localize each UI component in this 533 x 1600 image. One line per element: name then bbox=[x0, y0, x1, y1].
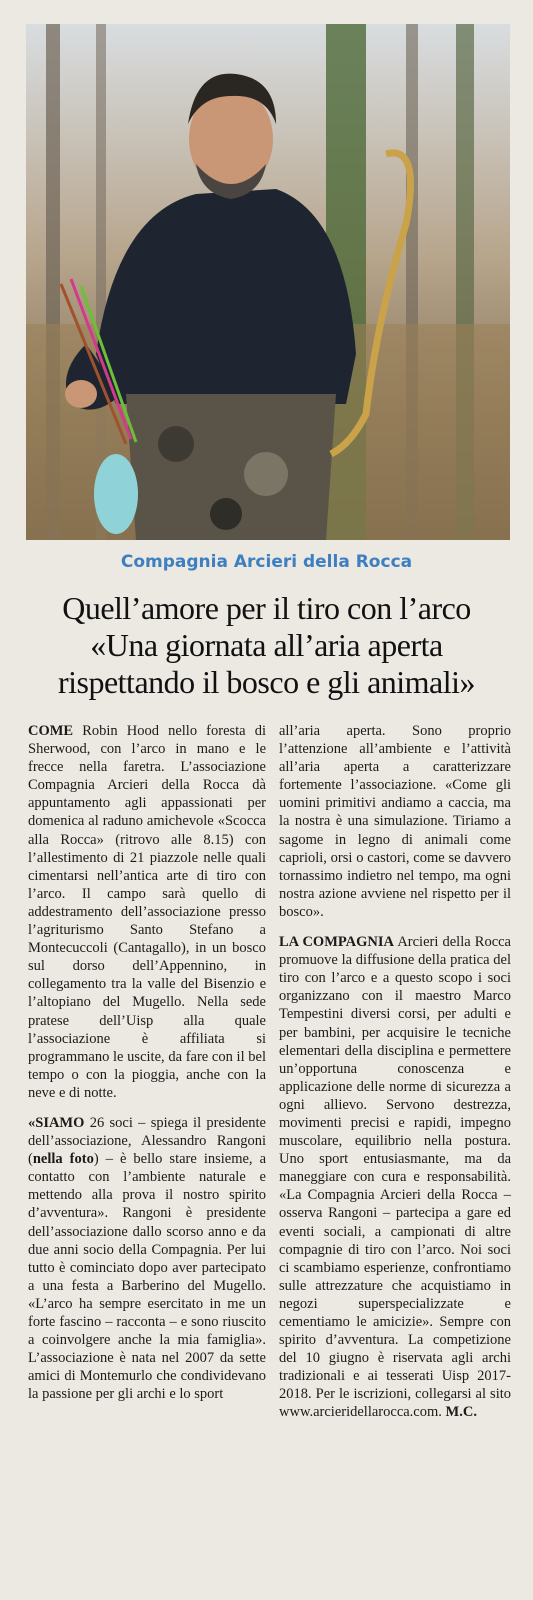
paragraph-4 bbox=[279, 933, 511, 1422]
article-column-left bbox=[28, 722, 266, 1403]
paragraph-1 bbox=[28, 722, 266, 1102]
archer-portrait-photo bbox=[26, 24, 510, 540]
paragraph-2-text-b: ) – è bello stare insieme, a contatto con l’ambiente naturale e mettendo alla prova il nostro spirito d’avventura». Rangoni è presidente dell’associazione dallo scorso anno e da due anni socio della Compagnia. Per lui tutto è cominciato dopo aver partecipato a una festa a Barberino del Mugello. «L’arco ha sempre esercitato in me un forte fascino – racconta – e sono riuscito a coinvolgere anche la mia famiglia». L’associazione è nata nel 2007 da sette amici di Montemurlo che condividevano la passione per gli archi e lo sport bbox=[28, 1151, 267, 1403]
paragraph-1-lead: COME bbox=[28, 723, 74, 739]
headline-line-2: «Una giornata all’aria aperta bbox=[90, 627, 443, 663]
paragraph-4-lead: LA COMPAGNIA bbox=[279, 934, 395, 951]
paragraph-2-text-a: 26 soci – spiega il presidente dell’associazione, Alessandro Rangoni ( bbox=[28, 1114, 266, 1168]
headline-line-1: Quell’amore per il tiro con l’arco bbox=[62, 590, 471, 626]
paragraph-3: all’aria aperta. Sono proprio l’attenzione all’ambiente e l’attività all’aria aperta a caratterizzare fortemente l’associazione. «Come gli uomini primitivi andiamo a caccia, ma la nostra è una simulazione. Tiriamo a sagome in legno di animali come caprioli, orsi o castori, come se davvero tornassimo indietro nel tempo, ma ogni nostra azione avviene nel rispetto per il bosco». bbox=[279, 723, 511, 920]
paragraph-1-text: Robin Hood nello foresta di Sherwood, con l’arco in mano e le frecce nella faretra. L’associazione Compagnia Arcieri della Rocca dà appuntamento agli appassionati per domenica al raduno amichevole «Scocca alla Rocca» (ritrovo alle 8.15) con l’allestimento di 21 piazzole nelle quali cimentarsi nell’antica arte di tiro con l’arco. Il campo sarà quello di addestramento dell’associazione presso l’agriturismo Santo Stefano a Montecuccoli (Cantagallo), in un bosco sul dorso dell’Appennino, in collegamento tra la valle del Bisenzio e l’altopiano del Mugello. Nella sede pratese dell’Uisp alla quale l’associazione è affiliata si programmano le uscite, da fare con il bel tempo o con la pioggia, anche con la neve e di notte. bbox=[28, 723, 266, 1101]
article-column-right bbox=[279, 722, 511, 1422]
article-headline bbox=[14, 590, 519, 701]
paragraph-2-lead: «SIAMO bbox=[28, 1114, 85, 1131]
author-signature: M.C. bbox=[445, 1404, 477, 1421]
article-photo bbox=[26, 24, 510, 540]
paragraph-2-photo-ref: nella foto bbox=[32, 1151, 94, 1168]
paragraph-2 bbox=[28, 1114, 266, 1404]
section-kicker: Compagnia Arcieri della Rocca bbox=[120, 552, 413, 572]
headline-line-3: rispettando il bosco e gli animali» bbox=[57, 664, 476, 700]
paragraph-4-text: Arcieri della Rocca promuove la diffusione della pratica del tiro con l’arco e a questo scopo i soci organizzano con il maestro Marco Tempestini diversi corsi, per adulti e per bambini, per acquisire le tecniche elementari della disciplina e permettere un’opportuna conoscenza e applicazione delle norme di sicurezza a ogni allievo. Servono destrezza, movimenti precisi e rapidi, impegno muscolare, equilibrio nella postura. Uno sport entusiasmante, ma da maneggiare con cura e responsabilità. «La Compagnia Arcieri della Rocca – osserva Rangoni – partecipa a gare ed eventi sociali, a campionati di altre compagnie di tiro con l’arco. Noi soci ci scambiamo esperienze, confrontiamo sulle attrezzature che acquistiamo in negozi superspecializzate e cementiamo le amicizie». Sempre con spirito d’avventura. La competizione del 10 giugno è riservata agli archi tradizionali e ai tesserati Uisp 2017-2018. Per le iscrizioni, collegarsi al sito www.arcieridellarocca.com. bbox=[279, 934, 511, 1421]
